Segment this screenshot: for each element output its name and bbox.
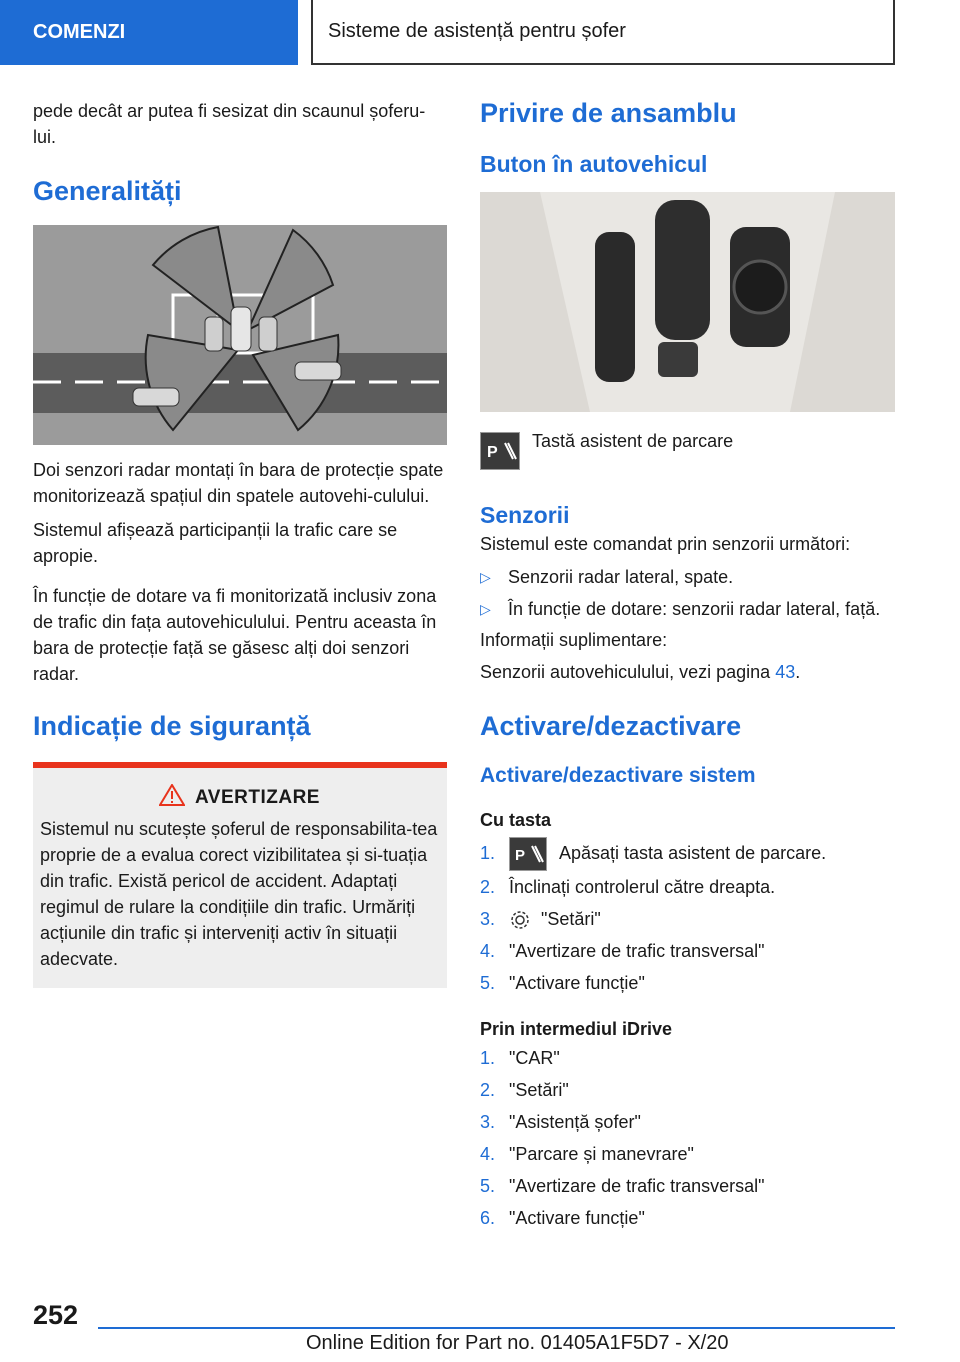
key-caption-row <box>480 432 900 470</box>
button-heading: Buton în autovehicul <box>480 151 708 177</box>
step-number: 4. <box>480 1144 496 1164</box>
intro-text: pede decât ar putea fi sesizat din scaunul șoferu-lui. <box>33 101 426 147</box>
footer-divider <box>98 1327 895 1329</box>
warning-text: Sistemul nu scutește șoferul de responsabilita-tea proprie de a evalua corect vizibilitatea și si-tuația din trafic. Există pericol de accident. Adaptați regimul de rulare la condițiile din trafic. Urmăriți acțiunile din trafic și interveniți activ în situații adecvate. <box>40 819 438 969</box>
step-number: 2. <box>480 1080 496 1100</box>
sensors-text: Sistemul este comandat prin senzorii următori: <box>480 534 851 554</box>
park-assist-key-icon <box>480 432 520 470</box>
warning-triangle-icon <box>159 784 185 812</box>
bullet-triangle-icon: ▷ <box>480 569 491 585</box>
list-item <box>480 1106 900 1138</box>
gear-icon <box>509 903 531 935</box>
step-number: 5. <box>480 1176 496 1196</box>
footer-edition: Online Edition for Part no. 01405A1F5D7 - X/20 <box>306 1332 729 1354</box>
page-link[interactable]: 43 <box>775 662 796 682</box>
step-number: 5. <box>480 973 496 993</box>
step-text: "Avertizare de trafic transversal" <box>509 941 765 961</box>
svg-text:P: P <box>487 444 498 461</box>
park-assist-key-icon <box>509 837 547 871</box>
step-text: "Activare funcție" <box>509 973 645 993</box>
step-number: 1. <box>480 1048 496 1068</box>
right-column <box>480 98 900 1234</box>
list-item <box>480 1074 900 1106</box>
sensors-heading: Senzorii <box>480 502 570 528</box>
console-photo-svg <box>480 192 895 412</box>
svg-text:P: P <box>515 847 526 864</box>
step-text: "Asistență șofer" <box>509 1112 641 1132</box>
console-photo <box>480 192 895 412</box>
paragraph-front-sensors: În funcție de dotare va fi monitorizată inclusiv zona de trafic din fața autovehiculului. Pentru aceasta în bara de protecție față se găsesc alți doi senzori radar. <box>33 586 437 684</box>
list-item-text: În funcție de dotare: senzorii radar lateral, față. <box>508 599 881 619</box>
warning-label: AVERTIZARE <box>195 787 320 808</box>
section-tab: COMENZI <box>0 0 298 65</box>
generalitati-heading: Generalități <box>33 176 182 206</box>
info-label: Informații suplimentare: <box>480 630 668 650</box>
list-item <box>480 593 900 625</box>
step-text: Apăsați tasta asistent de parcare. <box>559 843 827 863</box>
page-number: 252 <box>33 1300 79 1330</box>
sensor-list <box>480 561 900 625</box>
paragraph-radar: Doi senzori radar montați în bara de protecție spate monitorizează spațiul din spatele autovehi-culului. <box>33 460 444 506</box>
key-steps-list <box>480 837 900 999</box>
step-text: "Setări" <box>509 1080 569 1100</box>
warning-box <box>33 762 447 988</box>
step-number: 3. <box>480 1112 496 1132</box>
radar-diagram-svg <box>33 225 447 445</box>
step-text: "Setări" <box>541 909 601 929</box>
step-number: 2. <box>480 877 496 897</box>
step-text: "CAR" <box>509 1048 560 1068</box>
radar-diagram <box>33 225 447 445</box>
step-text: "Avertizare de trafic transversal" <box>509 1176 765 1196</box>
safety-heading: Indicație de siguranță <box>33 711 311 741</box>
list-item <box>480 903 900 935</box>
list-item <box>480 1042 900 1074</box>
list-item <box>480 561 900 593</box>
overview-heading: Privire de ansamblu <box>480 98 737 128</box>
activation-heading: Activare/dezactivare <box>480 711 742 741</box>
step-text: Înclinați controlerul către dreapta. <box>509 877 776 897</box>
list-item <box>480 1202 900 1234</box>
step-text: "Activare funcție" <box>509 1208 645 1228</box>
info-text-pre: Senzorii autovehiculului, vezi pagina <box>480 662 776 682</box>
list-item <box>480 837 900 871</box>
list-item <box>480 1138 900 1170</box>
key-caption: Tastă asistent de parcare <box>532 431 734 451</box>
step-number: 1. <box>480 843 496 863</box>
bullet-triangle-icon: ▷ <box>480 601 491 617</box>
warning-title <box>40 784 439 812</box>
list-item-text: Senzorii radar lateral, spate. <box>508 567 734 587</box>
idrive-label: Prin intermediul iDrive <box>480 1019 673 1039</box>
with-key-label: Cu tasta <box>480 810 552 830</box>
info-text-post: . <box>795 662 801 682</box>
idrive-steps-list <box>480 1042 900 1234</box>
step-text: "Parcare și manevrare" <box>509 1144 694 1164</box>
step-number: 6. <box>480 1208 496 1228</box>
left-column <box>33 98 447 988</box>
page-header-title: Sisteme de asistență pentru șofer <box>311 0 895 65</box>
list-item <box>480 1170 900 1202</box>
info-text <box>480 659 900 685</box>
list-item <box>480 967 900 999</box>
step-number: 3. <box>480 909 496 929</box>
step-number: 4. <box>480 941 496 961</box>
list-item <box>480 871 900 903</box>
activation-subheading: Activare/dezactivare sistem <box>480 764 756 787</box>
list-item <box>480 935 900 967</box>
paragraph-participants: Sistemul afișează participanții la trafic care se apropie. <box>33 520 398 566</box>
